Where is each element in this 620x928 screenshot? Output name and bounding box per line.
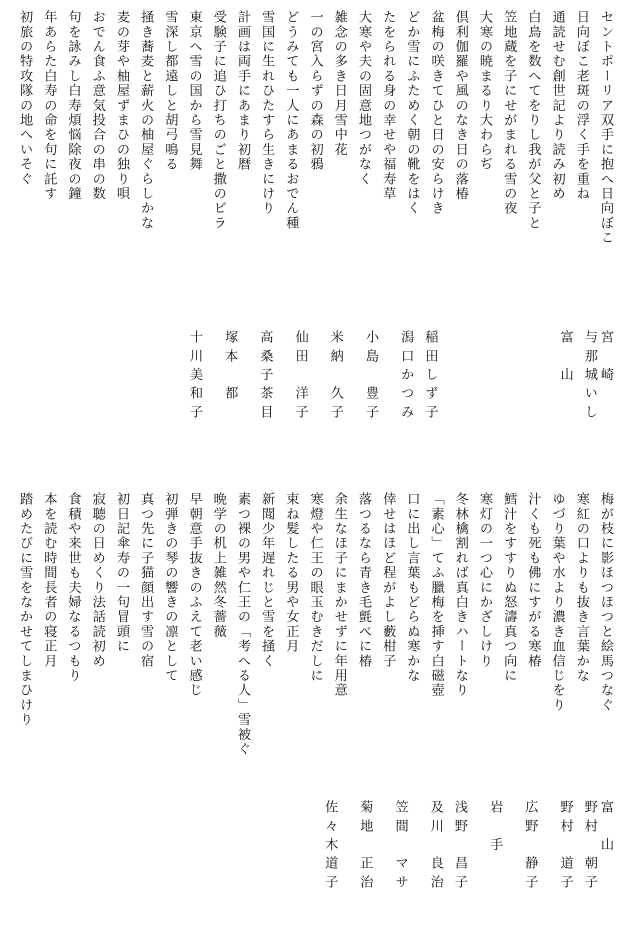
poem-line: 口に出し言葉もどらぬ寒かな <box>404 492 420 684</box>
poem-line: 掻き蕎麦と薪火の柚屋ぐらしかな <box>138 10 154 231</box>
poem-line: 初旅の特攻隊の地へいそぐ <box>17 10 33 187</box>
poem-line: どうみても一人にあまるおでん種 <box>283 10 299 231</box>
poem-line: 一の宮入らずの森の初鴉 <box>307 10 323 172</box>
poem-line: 汁くも死も佛にすがる寒椿 <box>525 492 541 669</box>
poem-line: 計画は両手にあまり初暦 <box>234 10 250 172</box>
poem-line: 食積や来世も夫婦なるつもり <box>65 492 81 684</box>
poem-line: 東京へ雪の国から雪見舞 <box>186 10 202 172</box>
author-name: 及川 良治 <box>427 800 443 894</box>
author-name: 十川美和子 <box>186 330 202 424</box>
author-block-upper-right <box>166 330 612 424</box>
author-name: 潟口かつみ <box>398 330 414 424</box>
author-name: 菊地 正治 <box>357 800 373 894</box>
author-name: 浅野 昌子 <box>451 800 467 894</box>
author-name: 仙田 洋子 <box>292 330 308 424</box>
author-prefecture: 宮 崎 <box>598 330 613 387</box>
poem-line: 雪国に生れひたすら生きにけり <box>259 10 275 216</box>
poem-line: 倶利伽羅や風のなき日の落椿 <box>452 10 468 202</box>
author-name: 小島 豊子 <box>362 330 378 424</box>
poem-line: 余生なほ子にまかせずに年用意 <box>331 492 347 698</box>
poem-line: 素つ裸の男や仁王の「考へる人」雪被ぐ <box>234 492 250 757</box>
author-name: 野村 道子 <box>557 800 573 894</box>
poem-line: 句を詠みし白寿煩悩除夜の鐘 <box>65 10 81 202</box>
poem-line: おでん食ふ意気投合の串の数 <box>89 10 105 202</box>
poem-line: 麦の芽や柚屋ずまひの独り唄 <box>113 10 129 202</box>
author-prefecture: 富 山 <box>598 800 613 857</box>
poem-line: 踏めたびに雪をなかせてしまひけり <box>17 492 33 728</box>
poem-line: 雑念の多き日月雪中花 <box>331 10 347 157</box>
poem-line: 鱈汁をすすりぬ怒濤真つ向に <box>501 492 517 684</box>
poem-line: 冬林檎割れば真白きハートなり <box>452 492 468 698</box>
author-name: 佐々木道子 <box>322 800 338 894</box>
poem-line: 笠地蔵を子にせがまれる雪の夜 <box>501 10 517 216</box>
poem-line: 梅が枝に影ほつほつと絵馬つなぐ <box>598 492 613 713</box>
author-name: 笠間 マサ <box>392 800 408 894</box>
poem-line: 「素心」てふ臘梅を挿す白磁壺 <box>428 492 444 698</box>
poem-line: 初日記傘寿の一句冒頭に <box>113 492 129 654</box>
author-name: 野村 朝子 <box>581 800 597 894</box>
author-name: 広野 静子 <box>522 800 538 894</box>
poem-line: セントポーリア双手に抱へ日向ぼこ <box>598 10 613 246</box>
author-prefecture: 岩 手 <box>487 800 503 857</box>
poem-line: 晩学の机上雑然冬薔薇 <box>210 492 226 639</box>
poem-line: 寒紅の口よりも抜き言葉かな <box>573 492 589 684</box>
author-prefecture: 富 山 <box>557 330 573 387</box>
poem-line: 年あらた白寿の命を句に託す <box>41 10 57 202</box>
poem-line: ゆづり葉や水より濃き血信じをり <box>549 492 565 713</box>
poem-line: 倖せはほど程がよし藪柑子 <box>380 492 396 669</box>
poem-line: 盆梅の咲きてひと日の安らけき <box>428 10 444 216</box>
author-name: 米納 久子 <box>327 330 343 424</box>
poem-line: 寒燈や仁王の眼玉むきだしに <box>307 492 323 684</box>
poem-block-upper-right <box>7 10 612 245</box>
poem-line: 雪深し都遠しと胡弓鳴る <box>162 10 178 172</box>
author-block-lower-right <box>301 800 612 894</box>
poem-line: 束ね髪したる男や女正月 <box>283 492 299 654</box>
poem-line: たをられる身の幸せや福寿草 <box>380 10 396 202</box>
poem-line: 本を読む時間長者の寝正月 <box>41 492 57 669</box>
poem-line: 大寒や夫の固意地つがなく <box>355 10 371 187</box>
poem-line: 寂聴の日めくり法話読初め <box>89 492 105 669</box>
poem-line: 寒灯の一つ心にかざしけり <box>476 492 492 669</box>
poem-line: 日向ぼこ老斑の浮く手を重ね <box>573 10 589 202</box>
poem-line: 大寒の暁まるり大わらぢ <box>476 10 492 172</box>
poem-line: 白鳥を数へてをりし我が父と子と <box>525 10 541 231</box>
poem-line: 落つるなら青き毛氈べに椿 <box>355 492 371 669</box>
author-name: 与那城いし <box>581 330 597 424</box>
poem-line: 通読せむ創世記より読み初め <box>549 10 565 202</box>
poem-line: 初弾きの琴の響きの凛として <box>162 492 178 684</box>
poem-line: どか雪にふためく朝の靴をはく <box>404 10 420 216</box>
poem-line: 真つ先に子猫顔出す雪の宿 <box>138 492 154 669</box>
poem-block-lower-right <box>7 492 612 757</box>
poem-line: 新聞少年遅れじと雪を掻く <box>259 492 275 669</box>
poem-line: 受験子に追ひ打ちのごと撒のビラ <box>210 10 226 231</box>
author-name: 稲田しず子 <box>422 330 438 424</box>
author-name: 高桑子茶目 <box>257 330 273 424</box>
author-name: 塚本 都 <box>222 330 238 405</box>
poem-line: 早朝意手抜きのふえて老い感じ <box>186 492 202 698</box>
